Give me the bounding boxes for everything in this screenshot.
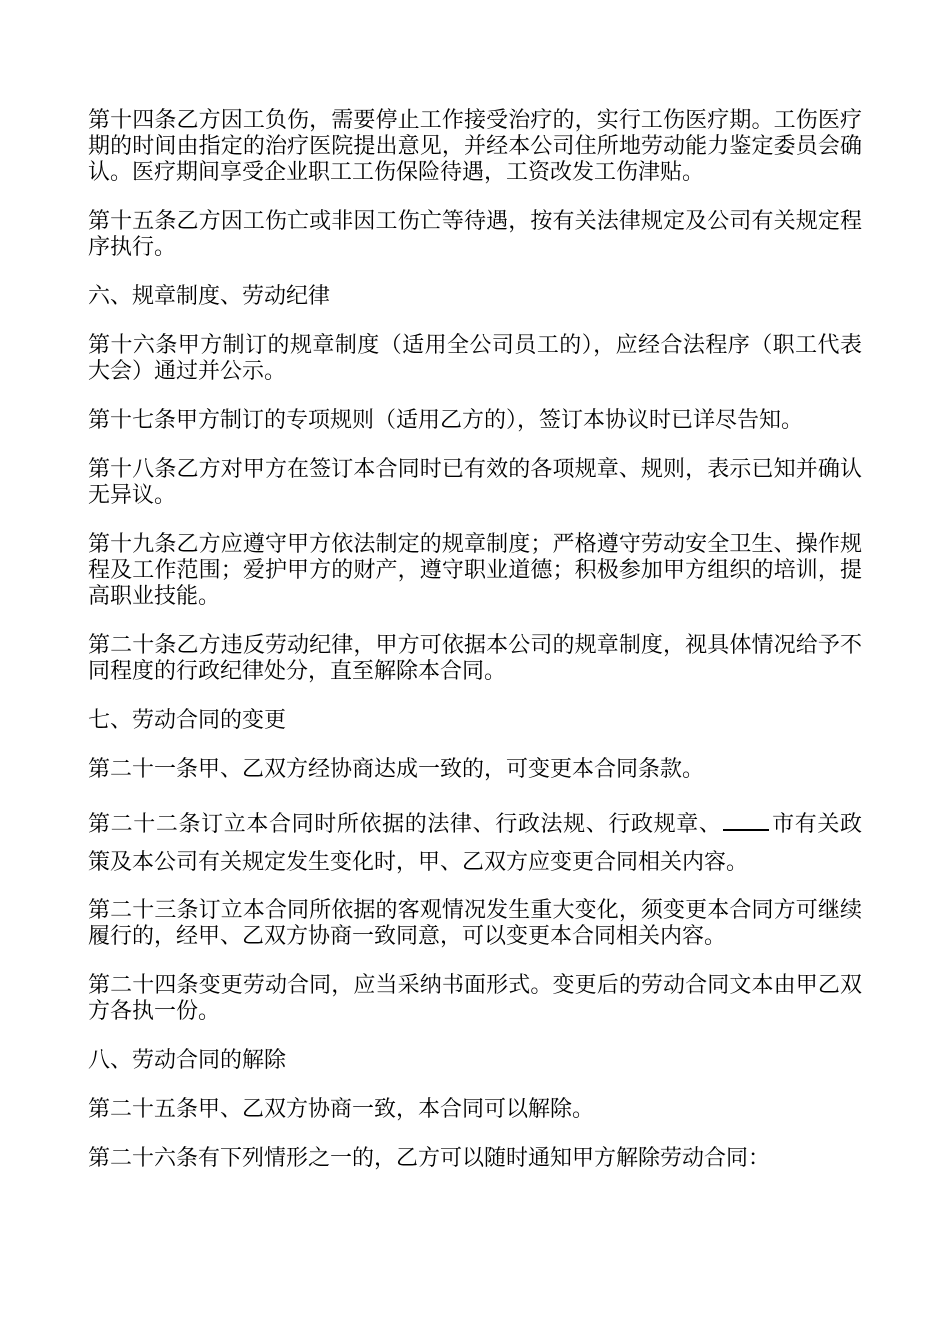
article-16: 第十六条甲方制订的规章制度（适用全公司员工的），应经合法程序（职工代表大会）通过并公示。	[88, 333, 862, 384]
article-14: 第十四条乙方因工负伤，需要停止工作接受治疗的，实行工伤医疗期。工伤医疗期的时间由指定的治疗医院提出意见，并经本公司住所地劳动能力鉴定委员会确认。医疗期间享受企业职工工伤保险待遇，工资改发工伤津贴。	[88, 108, 862, 185]
article-26: 第二十六条有下列情形之一的，乙方可以随时通知甲方解除劳动合同：	[88, 1146, 771, 1171]
article-17: 第十七条甲方制订的专项规则（适用乙方的），签订本协议时已详尽告知。	[88, 408, 804, 433]
document-page	[88, 108, 862, 1195]
article-23: 第二十三条订立本合同所依据的客观情况发生重大变化，须变更本合同方可继续履行的，经甲、乙双方协商一致同意，可以变更本合同相关内容。	[88, 898, 862, 949]
section-heading-6: 六、规章制度、劳动纪律	[88, 284, 331, 309]
section-heading-7: 七、劳动合同的变更	[88, 708, 287, 733]
article-24: 第二十四条变更劳动合同，应当采纳书面形式。变更后的劳动合同文本由甲乙双方各执一份。	[88, 973, 862, 1024]
section-heading-8: 八、劳动合同的解除	[88, 1048, 287, 1073]
article-19: 第十九条乙方应遵守甲方依法制定的规章制度；严格遵守劳动安全卫生、操作规程及工作范围；爱护甲方的财产，遵守职业道德；积极参加甲方组织的培训，提高职业技能。	[88, 532, 862, 609]
article-22	[88, 806, 862, 882]
article-18: 第十八条乙方对甲方在签订本合同时已有效的各项规章、规则，表示已知并确认无异议。	[88, 457, 862, 508]
article-20: 第二十条乙方违反劳动纪律，甲方可依据本公司的规章制度，视具体情况给予不同程度的行政纪律处分，直至解除本合同。	[88, 633, 862, 684]
article-25: 第二十五条甲、乙双方协商一致，本合同可以解除。	[88, 1097, 595, 1122]
article-22-text-before: 第二十二条订立本合同时所依据的法律、行政法规、行政规章、	[88, 812, 722, 837]
fill-in-blank	[723, 811, 769, 831]
article-22-text-after: 市有关政策及本公司有关规定发生变化时，甲、乙双方应变更合同相关内容。	[88, 812, 862, 875]
article-15: 第十五条乙方因工伤亡或非因工伤亡等待遇，按有关法律规定及公司有关规定程序执行。	[88, 209, 862, 260]
article-21: 第二十一条甲、乙双方经协商达成一致的，可变更本合同条款。	[88, 757, 705, 782]
